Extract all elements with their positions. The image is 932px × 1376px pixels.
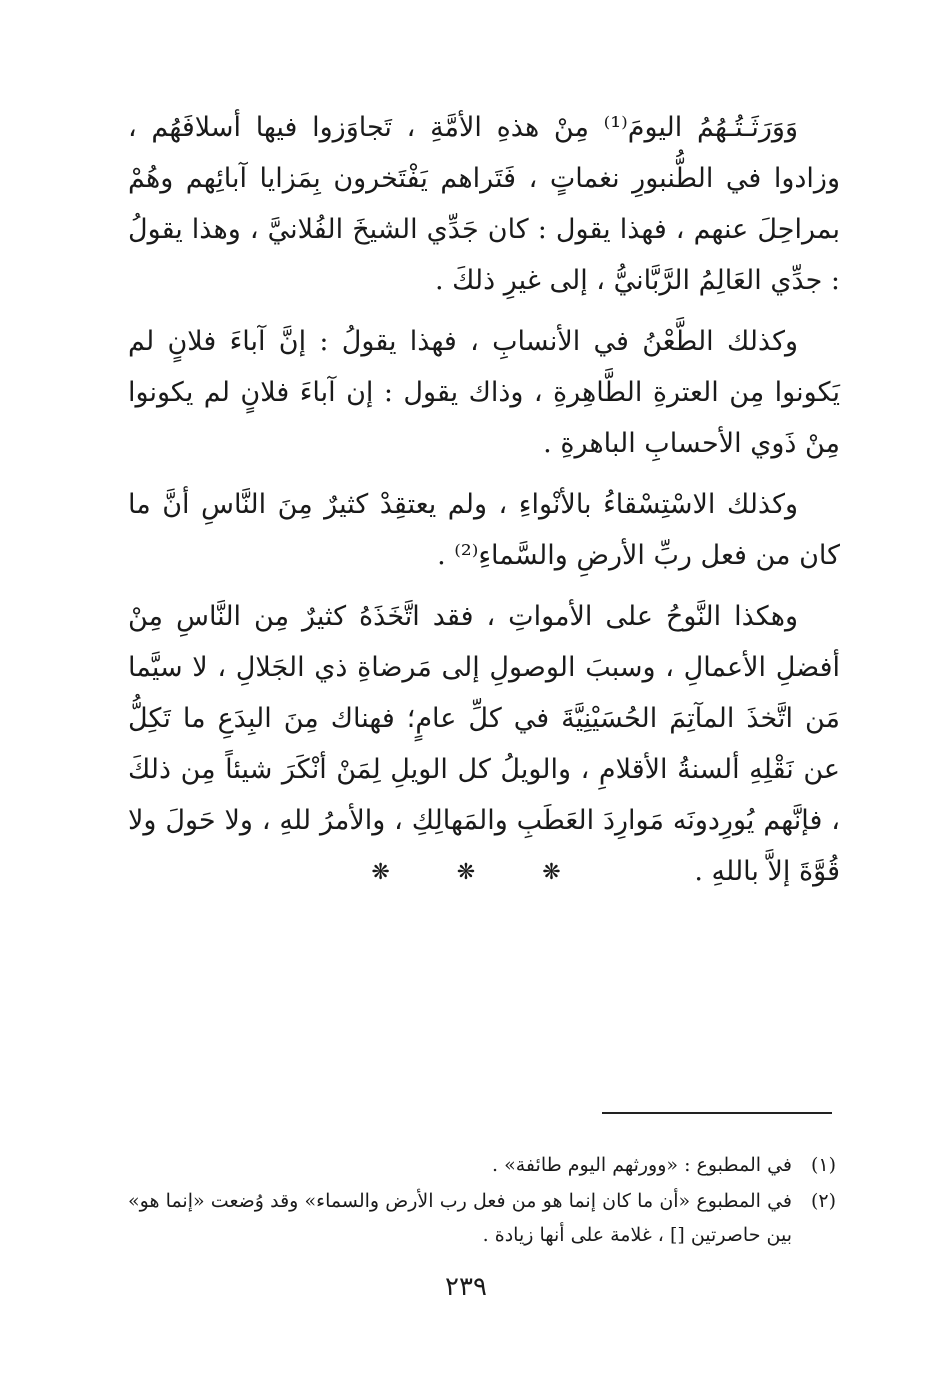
section-divider-ornament: ❋ ❋ ❋ xyxy=(371,860,591,885)
paragraph-1: وَوَرَثَـتُـهُمُ اليومَ⁽¹⁾ مِنْ هذهِ الأمَّةِ ، تَجاوَزوا فيها أسلافَهُم ، وزادوا في الطُّنبورِ نغماتٍ ، فَتَراهم يَفْتَخرون بِمَزايا آبائِهم وهُمْ بمراحِلَ عنهم ، فهذا يقول : كان جَدِّي الشيخَ الفُلانيَّ ، وهذا يقولُ : جدِّي العَالِمُ الرَّبَّانيُّ ، إلى غيرِ ذلكَ . xyxy=(128,112,840,296)
paragraph-2: وكذلك الطَّعْنُ في الأنسابِ ، فهذا يقولُ : إنَّ آباءَ فلانٍ لم يَكونوا مِن العترةِ الطَّاهِرةِ ، وذاك يقول : إن آباءَ فلانٍ لم يكونوا مِنْ ذَوي الأحسابِ الباهرةِ . xyxy=(128,326,840,459)
footnote-1 xyxy=(128,1148,836,1182)
footnotes xyxy=(128,1148,836,1254)
footnote-text: في المطبوع «أن ما كان إنما هو من فعل رب الأرض والسماء» وقد وُضعت «إنما هو» بين حاصرتين [] ، غلامة على أنها زيادة . xyxy=(128,1190,792,1246)
footnote-separator xyxy=(602,1112,832,1114)
footnote-number: (١) xyxy=(810,1154,836,1176)
paragraph-4: وهكذا النَّوحُ على الأمواتِ ، فقد اتَّخَذَهُ كثيرٌ مِن النَّاسِ مِنْ أفضلِ الأعمالِ ، وسببَ الوصولِ إلى مَرضاةِ ذي الجَلالِ ، لا سيَّما مَن اتَّخذَ المآتِمَ الحُسَيْنِيَّةَ في كلِّ عامٍ؛ فهناك مِنَ البِدَعِ ما تَكِلُّ عن نَقْلِهِ ألسنةُ الأقلامِ ، والويلُ كل الويلِ لِمَنْ أنْكَرَ شيئاً مِن ذلكَ ، فإنَّهم يُورِدونَه مَوارِدَ العَطَبِ والمَهالِكِ ، والأمرُ للهِ ، ولا حَولَ ولا قُوَّةَ إلاَّ باللهِ . xyxy=(128,601,840,887)
footnote-text: في المطبوع : «وورثهم اليوم طائفة» . xyxy=(492,1154,792,1176)
footnote-number: (٢) xyxy=(810,1190,836,1212)
main-text xyxy=(128,102,840,907)
paragraph-3: وكذلك الاسْتِسْقاءُ بالأنْواءِ ، ولم يعتقِدْ كثيرٌ مِنَ النَّاسِ أنَّ ما كان من فعل ربِّ الأرضِ والسَّماءِ⁽²⁾ . xyxy=(128,489,840,571)
page-number: ٢٣٩ xyxy=(445,1272,487,1302)
footnote-2 xyxy=(128,1184,836,1252)
